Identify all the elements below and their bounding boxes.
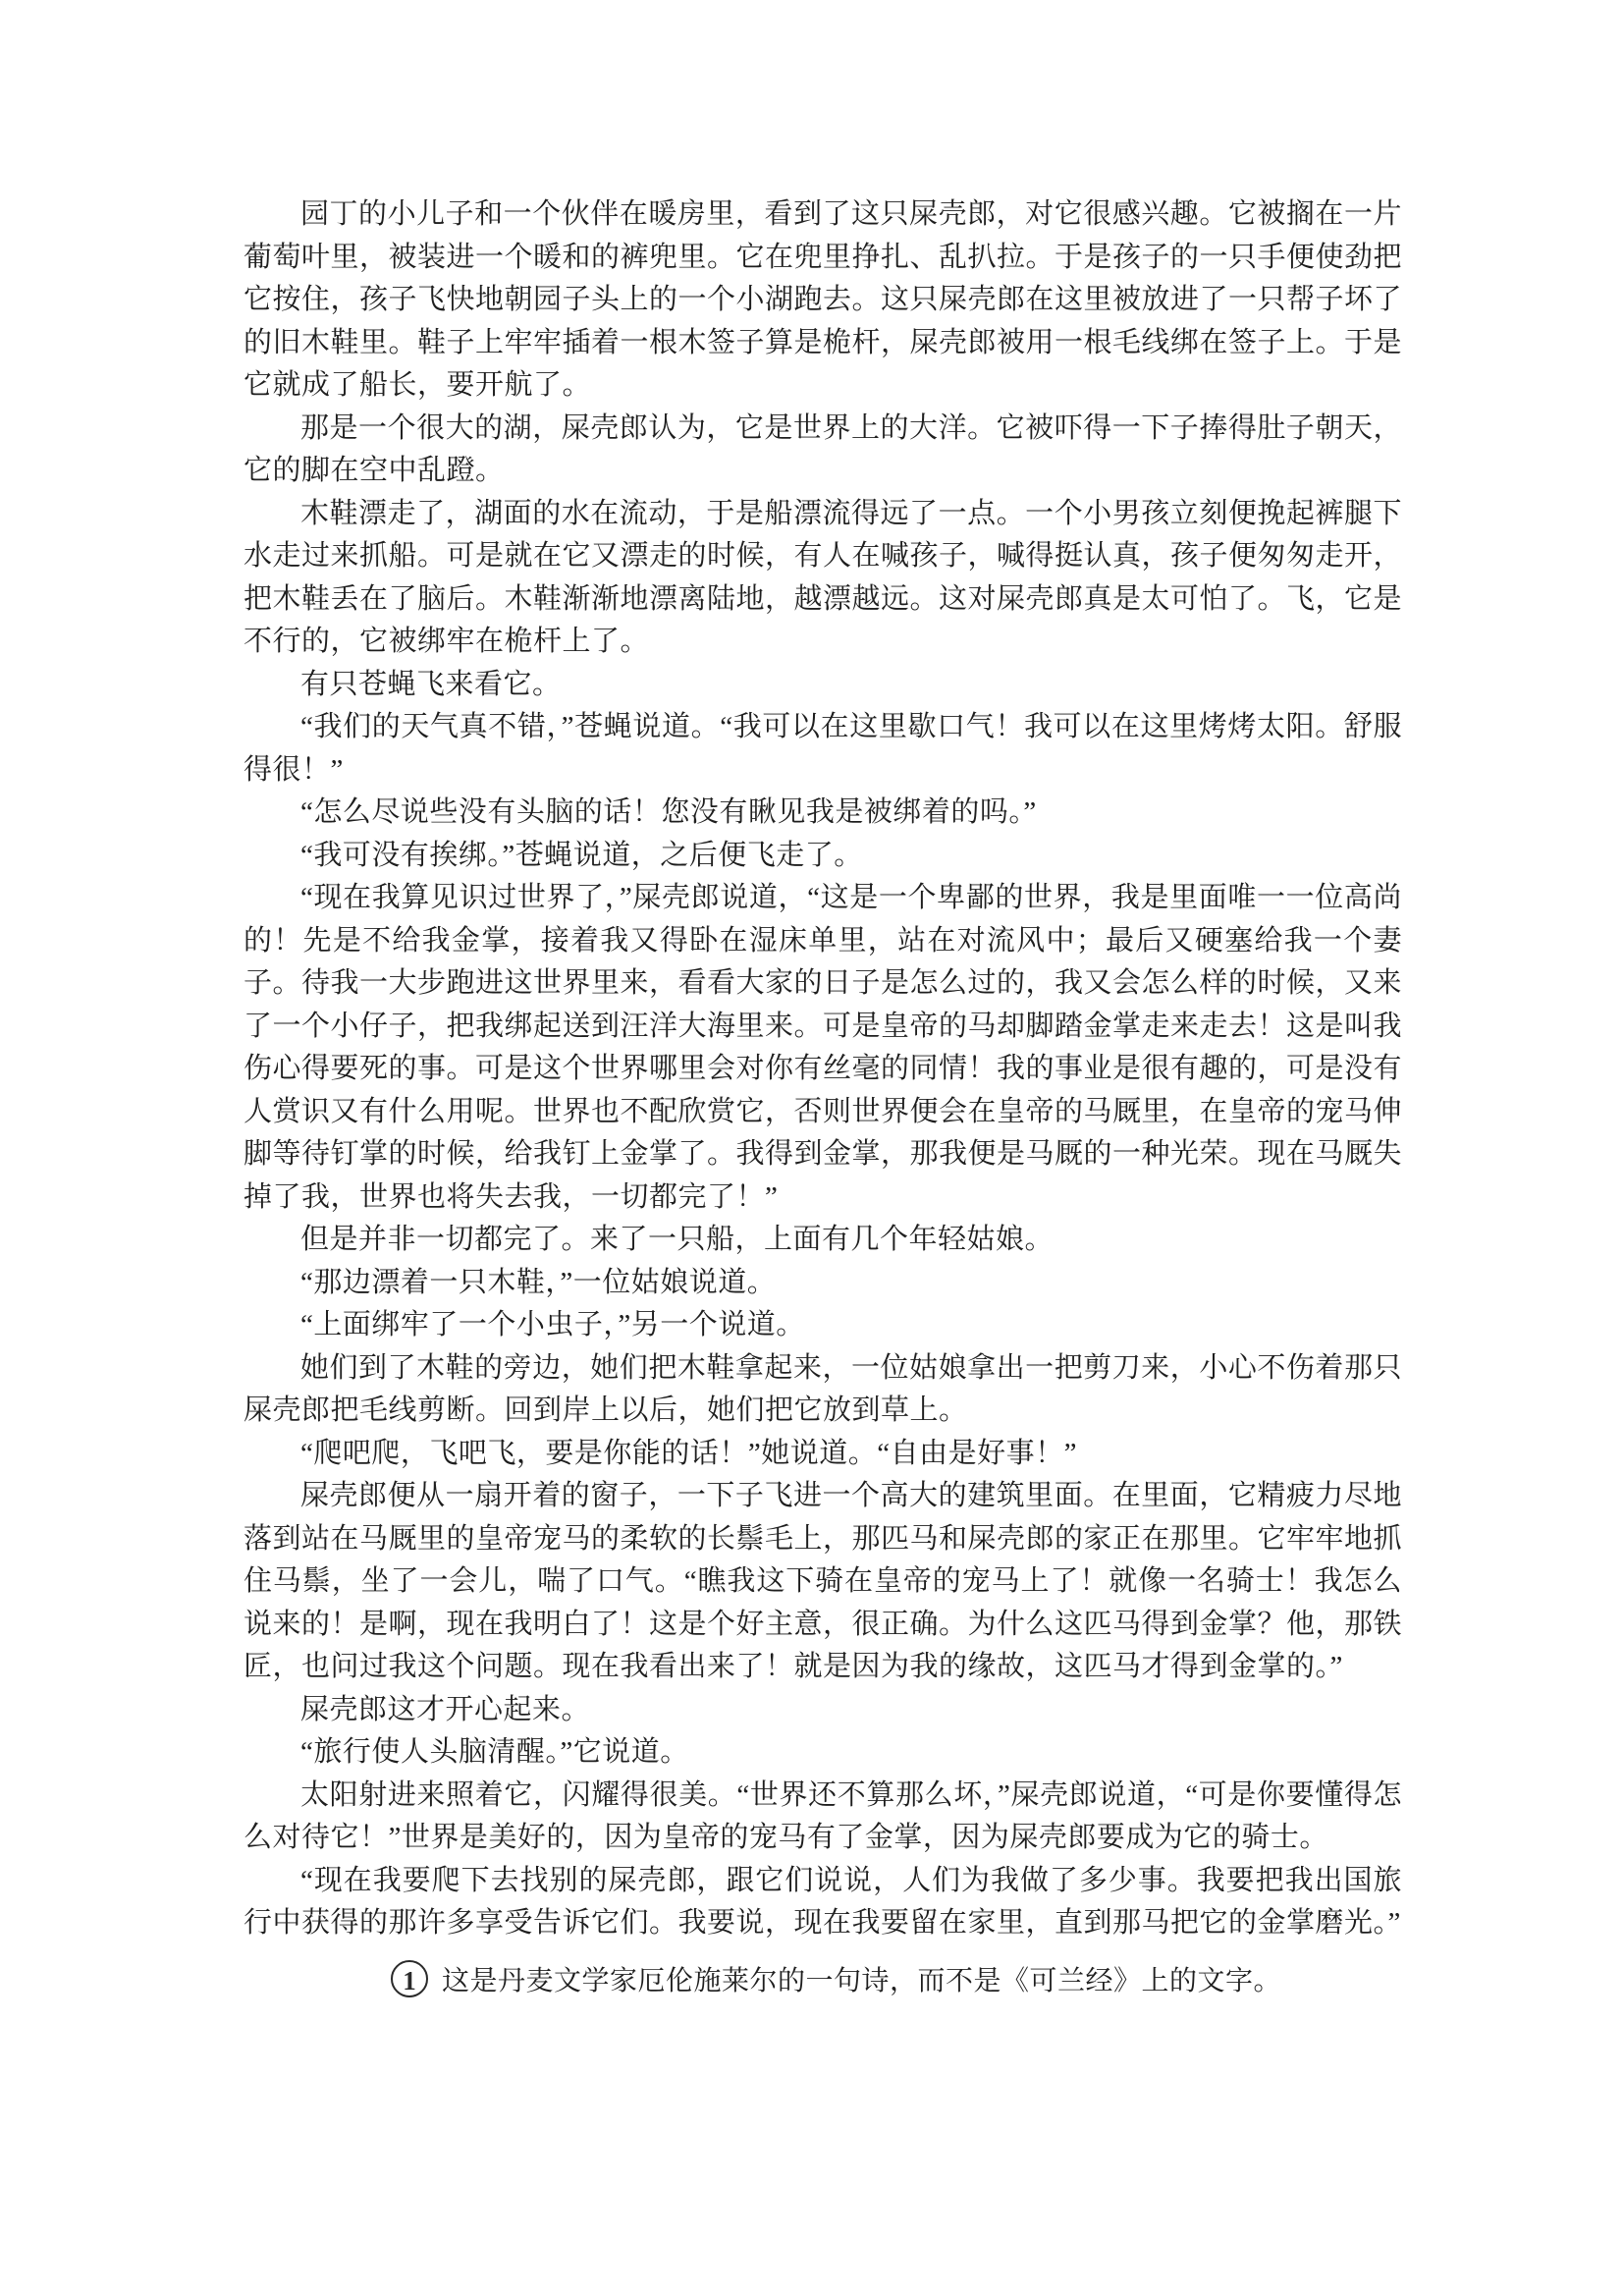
paragraph-13: “爬吧爬，飞吧飞，要是你能的话！”她说道。“自由是好事！” [300, 1437, 1077, 1469]
story-text-block [243, 193, 1402, 1945]
paragraph-4: 有只苍蝇飞来看它。 [300, 668, 562, 700]
footnote-text: 这是丹麦文学家厄伦施莱尔的一句诗，而不是《可兰经》上的文字。 [442, 1966, 1282, 1996]
footnote [391, 1958, 1412, 2001]
paragraph-15: 屎壳郎这才开心起来。 [300, 1693, 591, 1725]
paragraph-6: “怎么尽说些没有头脑的话！您没有瞅见我是被绑着的吗。” [300, 796, 1037, 828]
paragraph-14: 屎壳郎便从一扇开着的窗子，一下子飞进一个高大的建筑里面。在里面，它精疲力尽地落到站在马厩里的皇帝宠马的柔软的长鬃毛上，那匹马和屎壳郎的家正在那里。它牢牢地抓住马鬃，坐了一会儿，喘了口气。“瞧我这下骑在皇帝的宠马上了！就像一名骑士！我怎么说来的！是啊，现在我明白了！这是个好主意，很正确。为什么这匹马得到金掌？他，那铁匠，也问过我这个问题。现在我看出来了！就是因为我的缘故，这匹马才得到金掌的。” [243, 1480, 1403, 1682]
paragraph-18: “现在我要爬下去找别的屎壳郎，跟它们说说，人们为我做了多少事。我要把我出国旅行中获得的那许多享受告诉它们。我要说，现在我要留在家里，直到那马把它的金掌磨光。” [243, 1864, 1402, 1939]
paragraph-3: 木鞋漂走了，湖面的水在流动，于是船漂流得远了一点。一个小男孩立刻便挽起裤腿下水走过来抓船。可是就在它又漂走的时候，有人在喊孩子，喊得挺认真，孩子便匆匆走开，把木鞋丢在了脑后。木鞋渐渐地漂离陆地，越漂越远。这对屎壳郎真是太可怕了。飞，它是不行的，它被绑牢在桅杆上了。 [243, 497, 1403, 657]
paragraph-7: “我可没有挨绑。”苍蝇说道，之后便飞走了。 [300, 839, 863, 871]
paragraph-8: “现在我算见识过世界了，”屎壳郎说道，“这是一个卑鄙的世界，我是里面唯一一位高尚的！先是不给我金掌，接着我又得卧在湿床单里，站在对流风中；最后又硬塞给我一个妻子。待我一大步跑进这世界里来，看看大家的日子是怎么过的，我又会怎么样的时候，又来了一个小仔子，把我绑起送到汪洋大海里来。可是皇帝的马却脚踏金掌走来走去！这是叫我伤心得要死的事。可是这个世界哪里会对你有丝毫的同情！我的事业是很有趣的，可是没有人赏识又有什么用呢。世界也不配欣赏它，否则世界便会在皇帝的马厩里，在皇帝的宠马伸脚等待钉掌的时候，给我钉上金掌了。我得到金掌，那我便是马厩的一种光荣。现在马厩失掉了我，世界也将失去我，一切都完了！” [243, 882, 1403, 1213]
paragraph-2: 那是一个很大的湖，屎壳郎认为，它是世界上的大洋。它被吓得一下子捧得肚子朝天，它的脚在空中乱蹬。 [243, 411, 1402, 486]
paragraph-12: 她们到了木鞋的旁边，她们把木鞋拿起来，一位姑娘拿出一把剪刀来，小心不伤着那只屎壳郎把毛线剪断。回到岸上以后，她们把它放到草上。 [243, 1351, 1402, 1426]
paragraph-1: 园丁的小儿子和一个伙伴在暖房里，看到了这只屎壳郎，对它很感兴趣。它被搁在一片葡萄叶里，被装进一个暖和的裤兜里。它在兜里挣扎、乱扒拉。于是孩子的一只手便使劲把它按住，孩子飞快地朝园子头上的一个小湖跑去。这只屎壳郎在这里被放进了一只帮子坏了的旧木鞋里。鞋子上牢牢插着一根木签子算是桅杆，屎壳郎被用一根毛线绑在签子上。于是它就成了船长，要开航了。 [243, 198, 1403, 401]
footnote-number-icon: 1 [391, 1960, 428, 1997]
paragraph-17: 太阳射进来照着它，闪耀得很美。“世界还不算那么坏，”屎壳郎说道，“可是你要懂得怎么对待它！”世界是美好的，因为皇帝的宠马有了金掌，因为屎壳郎要成为它的骑士。 [243, 1778, 1402, 1853]
paragraph-9: 但是并非一切都完了。来了一只船，上面有几个年轻姑娘。 [300, 1224, 1055, 1255]
paragraph-5: “我们的天气真不错，”苍蝇说道。“我可以在这里歇口气！我可以在这里烤烤太阳。舒服得很！” [243, 711, 1402, 786]
paragraph-16: “旅行使人头脑清醒。”它说道。 [300, 1736, 689, 1768]
paragraph-10: “那边漂着一只木鞋，”一位姑娘说道。 [300, 1266, 777, 1298]
paragraph-11: “上面绑牢了一个小虫子，”另一个说道。 [300, 1309, 805, 1340]
